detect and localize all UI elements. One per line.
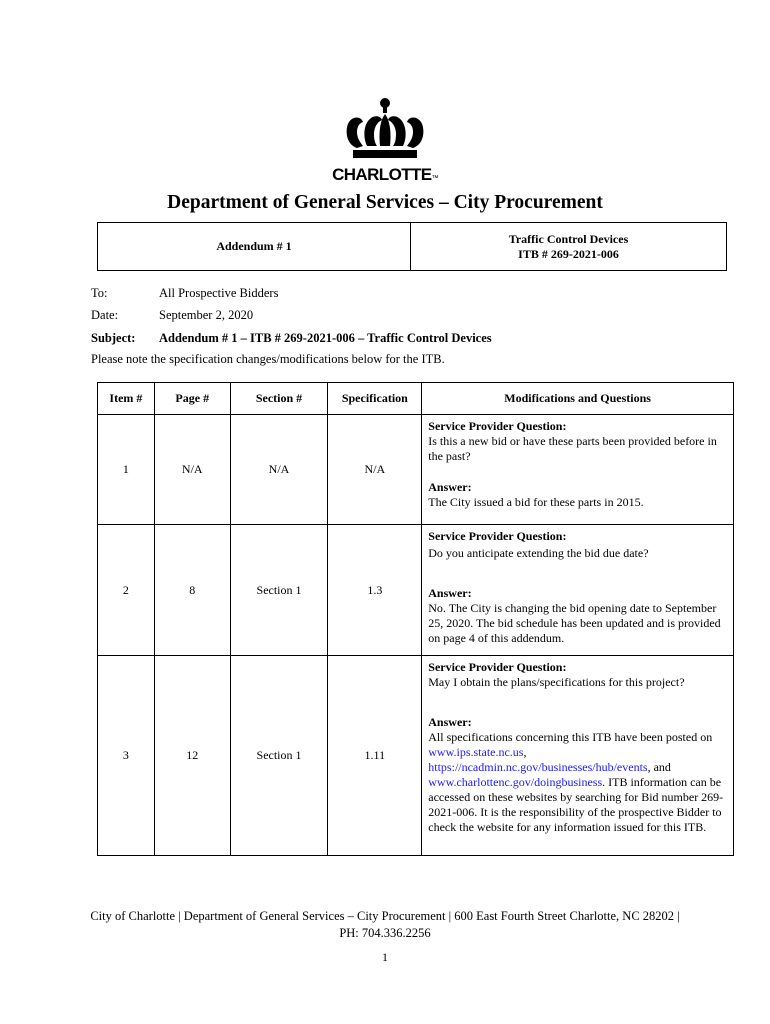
page-number: 1 xyxy=(382,950,388,964)
cell-item: 1 xyxy=(98,415,155,525)
cell-section: Section 1 xyxy=(230,656,328,856)
cell-spec: N/A xyxy=(328,415,422,525)
question-label: Service Provider Question: xyxy=(428,660,567,674)
cell-section: Section 1 xyxy=(230,525,328,656)
link-charlottenc-doingbusiness[interactable]: www.charlottenc.gov/doingbusiness xyxy=(428,775,603,789)
cell-spec: 1.3 xyxy=(328,525,422,656)
answer-label: Answer: xyxy=(428,715,472,729)
table-row xyxy=(98,525,734,656)
crown-icon xyxy=(327,96,443,162)
cell-modifications xyxy=(422,415,734,525)
question-text: Do you anticipate extending the bid due date? xyxy=(428,546,649,560)
answer-text: No. The City is changing the bid opening date to September 25, 2020. The bid schedule has been updated and is provided on page 4 of this addendum. xyxy=(428,601,721,645)
col-header-modifications: Modifications and Questions xyxy=(422,383,734,415)
subject-value: Addendum # 1 – ITB # 269-2021-006 – Traffic Control Devices xyxy=(159,331,492,345)
city-logo xyxy=(327,96,443,188)
question-label: Service Provider Question: xyxy=(428,529,567,543)
col-header-page: Page # xyxy=(154,383,230,415)
cell-page: N/A xyxy=(154,415,230,525)
to-value: All Prospective Bidders xyxy=(159,286,279,300)
cell-item: 3 xyxy=(98,656,155,856)
col-header-item: Item # xyxy=(98,383,155,415)
date-value: September 2, 2020 xyxy=(159,308,254,322)
itb-number: ITB # 269-2021-006 xyxy=(518,246,619,261)
addendum-number: Addendum # 1 xyxy=(98,223,411,270)
link-ips-state[interactable]: www.ips.state.nc.us xyxy=(428,745,524,759)
subject-label: Subject: xyxy=(91,331,136,345)
cell-page: 12 xyxy=(154,656,230,856)
cell-item: 2 xyxy=(98,525,155,656)
cell-modifications xyxy=(422,656,734,856)
cell-spec: 1.11 xyxy=(328,656,422,856)
table-header-row xyxy=(98,383,734,415)
footer-phone: PH: 704.336.2256 xyxy=(339,926,431,940)
answer-text: The City issued a bid for these parts in 2015. xyxy=(428,495,644,509)
itb-info xyxy=(411,223,726,270)
page-footer xyxy=(0,908,770,942)
table-row xyxy=(98,415,734,525)
cell-section: N/A xyxy=(230,415,328,525)
date-label: Date: xyxy=(91,308,119,322)
footer-address: City of Charlotte | Department of General Services – City Procurement | 600 East Fourth Street Charlotte, NC 28202 | xyxy=(90,909,680,923)
itb-project-name: Traffic Control Devices xyxy=(508,231,629,246)
logo-wordmark: CHARLOTTE™ xyxy=(332,165,438,184)
col-header-specification: Specification xyxy=(328,383,422,415)
question-text: Is this a new bid or have these parts been provided before in the past? xyxy=(428,434,717,463)
question-label: Service Provider Question: xyxy=(428,419,567,433)
question-text: May I obtain the plans/specifications for this project? xyxy=(428,675,685,689)
addendum-header-box xyxy=(97,222,727,271)
answer-label: Answer: xyxy=(428,480,472,494)
to-label: To: xyxy=(91,286,108,300)
intro-text: Please note the specification changes/modifications below for the ITB. xyxy=(91,352,445,366)
link-ncadmin-hub-events[interactable]: https://ncadmin.nc.gov/businesses/hub/events xyxy=(428,760,648,774)
cell-modifications xyxy=(422,525,734,656)
answer-label: Answer: xyxy=(428,586,472,600)
table-row xyxy=(98,656,734,856)
modifications-table xyxy=(97,382,734,856)
col-header-section: Section # xyxy=(230,383,328,415)
cell-page: 8 xyxy=(154,525,230,656)
page-title: Department of General Services – City Procurement xyxy=(167,192,603,213)
answer-text: All specifications concerning this ITB have been posted on www.ips.state.nc.us, https://ncadmin.nc.gov/businesses/hub/events, and www.charlottenc.gov/doingbusiness. ITB information can be accessed on these websites by searching for Bid number 269-2021-006. It is the responsibility of the prospective Bidder to check the website for any information issued for this ITB. xyxy=(428,730,724,834)
